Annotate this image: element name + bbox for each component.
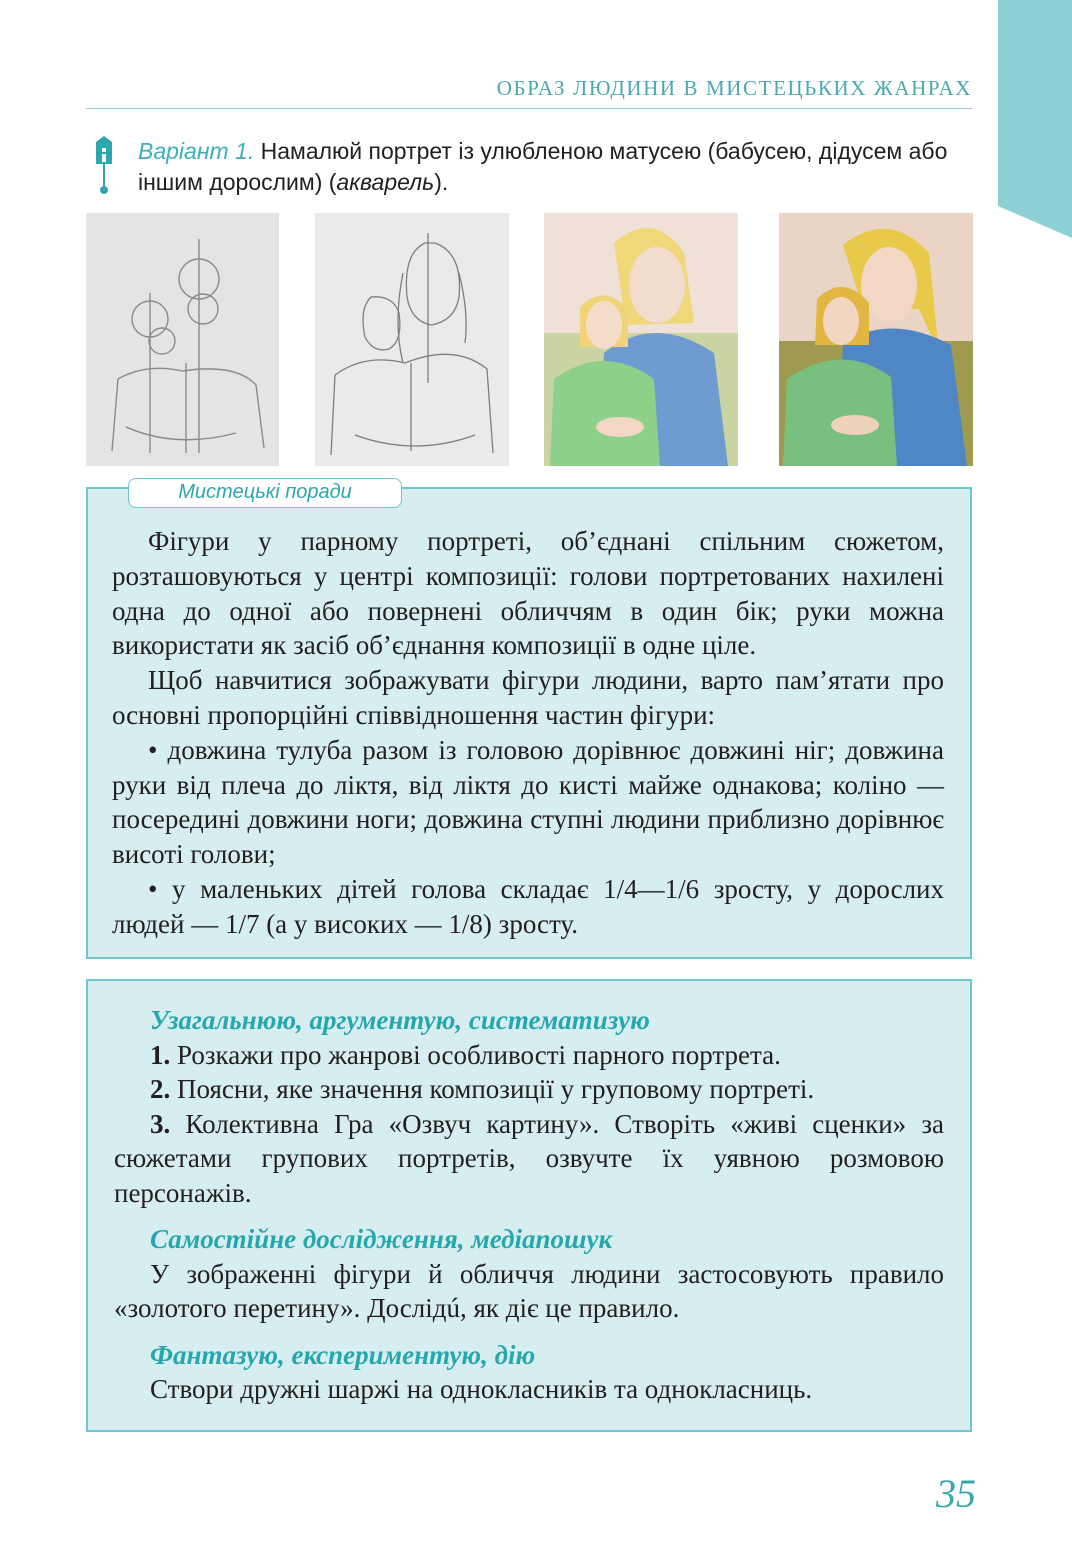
task-text-part1: Намалюй портрет із улюбленою матусею (бабусею, дідусем або іншим дорослим) ( [138, 138, 948, 195]
exercise-3-text: Колективна Гра «Озвуч картину». Створіть «живі сценки» за сюжетами групових портретів, озвучте їх уявною розмовою персонажів. [114, 1108, 944, 1208]
exercise-2-text: Поясни, яке значення композиції у груповому портреті. [170, 1074, 815, 1104]
fantasize-text: Створи дружні шаржі на однокласників та однокласниць. [150, 1374, 813, 1404]
tips-bullet-2: • у маленьких дітей голова складає 1/4—1/6 зросту, у дорослих людей — 1/7 (а у високих — 1/8) зросту. [112, 873, 944, 939]
pencil-task-icon [86, 136, 126, 196]
tips-paragraph-1: Фігури у парному портреті, об’єднані спільним сюжетом, розташовуються у центрі композиції: голови портретованих нахилені одна до одної або повернені обличчям в один бік; руки можна використати як засіб об’єднання композиції в одне ціле. [112, 526, 944, 661]
watercolor-stage-3-image [544, 213, 738, 466]
exercises-heading-research: Самостійне дослідження, медіапошук [150, 1224, 613, 1254]
exercise-item-2 [114, 1072, 944, 1107]
sketch-stage-2-image [315, 213, 509, 466]
exercise-1-text: Розкажи про жанрові особливості парного портрета. [170, 1039, 781, 1070]
running-header [86, 72, 972, 109]
task-italic-medium: акварель [336, 169, 435, 195]
page-number: 35 [936, 1471, 976, 1516]
exercises-text [114, 1003, 944, 1407]
task-text-part2: ). [434, 169, 449, 195]
research-text: У зображенні фігури й обличчя людини застосовують правило «золотого перетину». Дослідú, як діє це правило. [114, 1258, 944, 1323]
artistic-tips-text [112, 524, 944, 942]
chapter-corner-tab [998, 0, 1072, 238]
exercise-1-number: 1. [150, 1039, 171, 1070]
exercise-3-number: 3. [150, 1108, 171, 1139]
sketch-stage-1-image [86, 213, 279, 466]
running-header-title: ОБРАЗ ЛЮДИНИ В МИСТЕЦЬКИХ ЖАНРАХ [496, 76, 972, 100]
exercises-heading-generalize: Узагальнюю, аргументую, систематизую [150, 1005, 650, 1035]
tips-paragraph-2: Щоб навчитися зображувати фігури людини, варто пам’ятати про основні пропорційні співвідношення частин фігури: [112, 665, 944, 730]
exercises-heading-fantasize: Фантазую, експериментую, дію [150, 1339, 536, 1370]
task-text [138, 136, 968, 198]
exercise-2-number: 2. [150, 1074, 171, 1104]
watercolor-final-image [779, 213, 973, 466]
tips-bullet-1: • довжина тулуба разом із головою дорівнює довжині ніг; довжина руки від плеча до ліктя, від ліктя до кисті майже однакова; коліно — посередині довжини ноги; довжина ступні людини приблизно дорівнює висоті голови; [112, 734, 944, 870]
task-variant-label: Варіант 1. [138, 138, 255, 164]
exercise-item-1 [114, 1038, 944, 1073]
exercise-item-3 [114, 1107, 944, 1211]
artistic-tips-label: Мистецькі поради [128, 478, 402, 508]
